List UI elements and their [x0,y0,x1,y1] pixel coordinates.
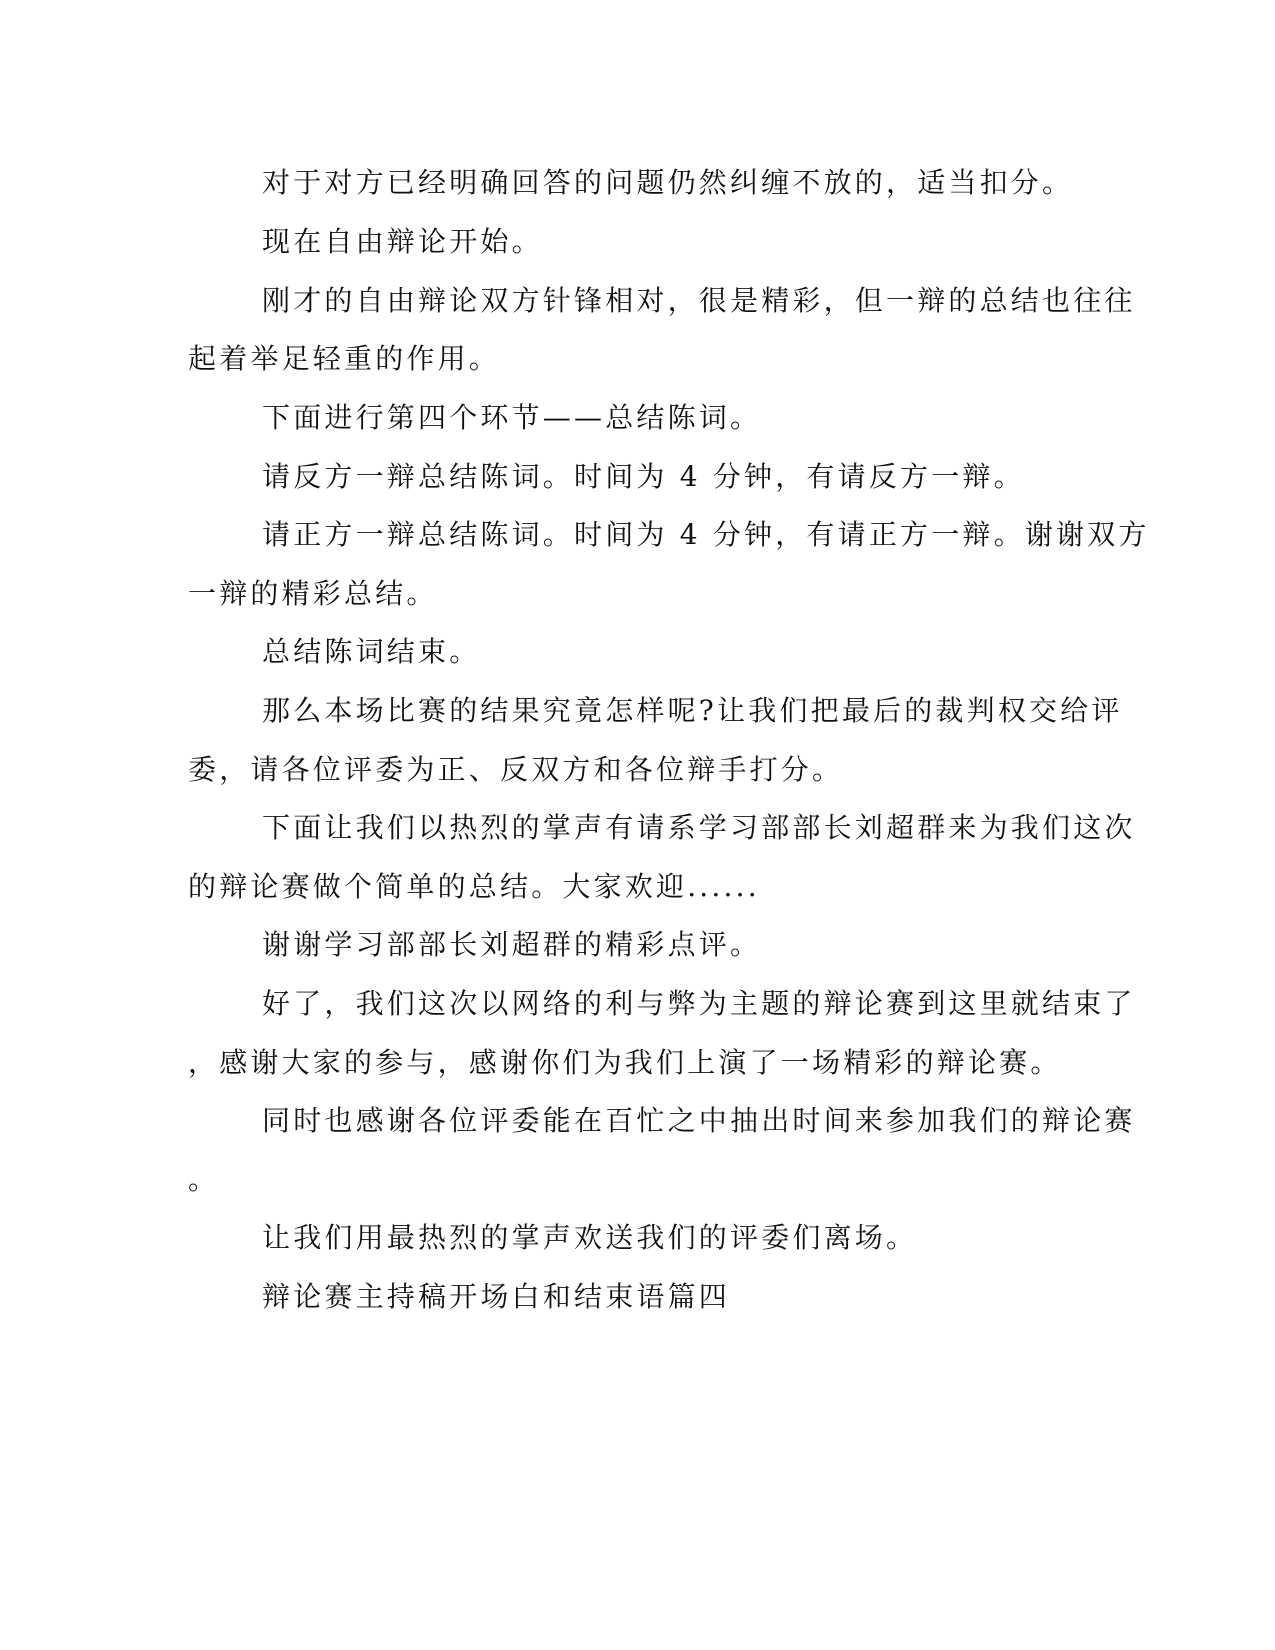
paragraph-12-line-1: 同时也感谢各位评委能在百忙之中抽出时间来参加我们的辩论赛 [262,1104,1136,1137]
paragraph-9-line-2: 的辩论赛做个简单的总结。大家欢迎...... [188,870,760,903]
paragraph-9-line-1: 下面让我们以热烈的掌声有请系学习部部长刘超群来为我们这次 [262,811,1136,844]
paragraph-2-line-1: 现在自由辩论开始。 [262,225,543,258]
paragraph-3-line-1: 刚才的自由辩论双方针锋相对，很是精彩，但一辩的总结也往往 [262,284,1136,317]
paragraph-5-line-1: 请反方一辩总结陈词。时间为 4 分钟，有请反方一辩。 [262,460,1025,493]
section-heading: 辩论赛主持稿开场白和结束语篇四 [262,1280,731,1313]
paragraph-13-line-1: 让我们用最热烈的掌声欢送我们的评委们离场。 [262,1221,918,1254]
paragraph-6-line-2: 一辩的精彩总结。 [188,577,438,610]
paragraph-8-line-1: 那么本场比赛的结果究竟怎样呢?让我们把最后的裁判权交给评 [262,694,1123,727]
paragraph-8-line-2: 委，请各位评委为正、反双方和各位辩手打分。 [188,753,844,786]
paragraph-7-line-1: 总结陈词结束。 [262,635,481,668]
paragraph-11-line-1: 好了，我们这次以网络的利与弊为主题的辩论赛到这里就结束了 [262,987,1136,1020]
paragraph-12-line-2: 。 [188,1163,220,1196]
paragraph-10-line-1: 谢谢学习部部长刘超群的精彩点评。 [262,928,762,961]
paragraph-11-line-2: ，感谢大家的参与，感谢你们为我们上演了一场精彩的辩论赛。 [188,1046,1062,1079]
paragraph-6-line-1: 请正方一辩总结陈词。时间为 4 分钟，有请正方一辩。谢谢双方 [262,518,1150,551]
paragraph-4-line-1: 下面进行第四个环节——总结陈词。 [262,401,762,434]
paragraph-3-line-2: 起着举足轻重的作用。 [188,342,501,375]
paragraph-1-line-1: 对于对方已经明确回答的问题仍然纠缠不放的，适当扣分。 [262,166,1074,199]
